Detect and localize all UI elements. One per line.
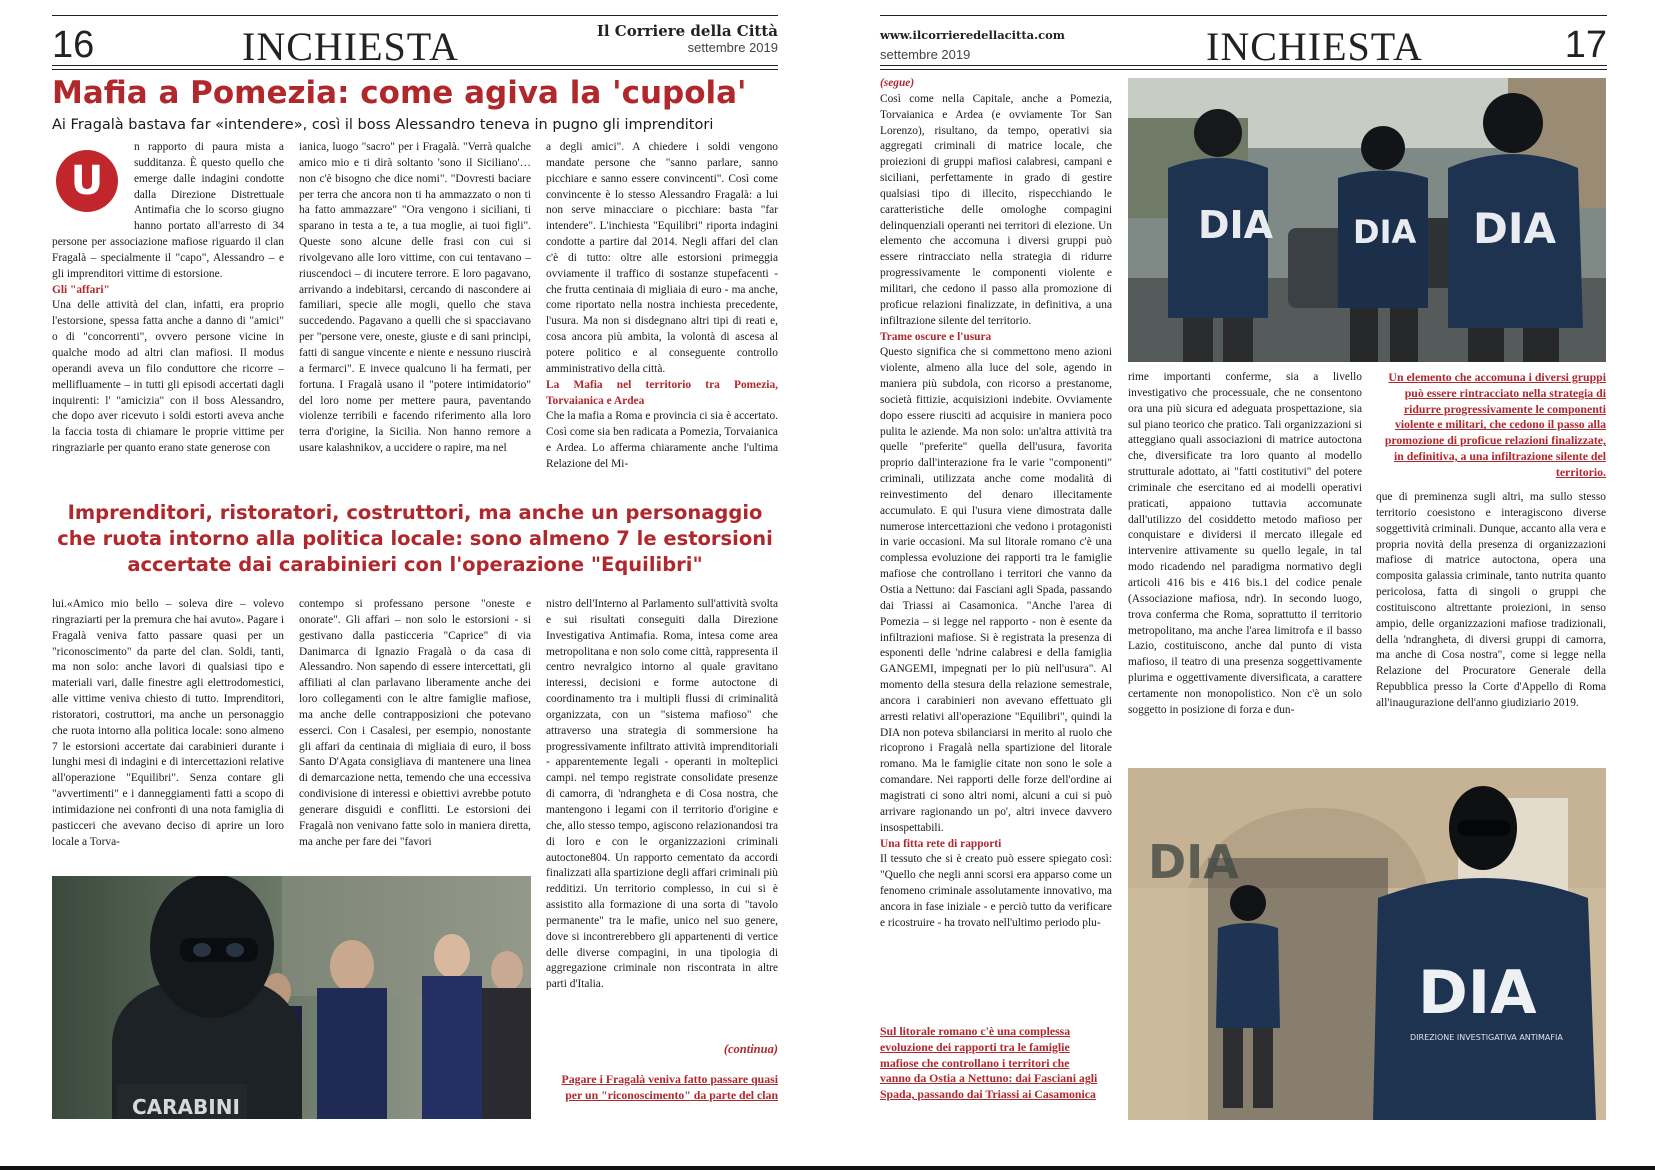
page-number: 16 [52,24,95,66]
issue-date: settembre 2019 [687,40,778,55]
column-2-text: ianica, luogo "sacro" per i Fragalà. "Verrà qualche amico mio e ti dirà soltanto 'sono il Siciliano'… non c'è bisogno che dice nomi". "Dovresti baciare per terra che ancora non ti ha ammazzato o non ti ha fatto ammazzare" "Ora vengono i siciliani, ti sparano in testa a te, a tua moglie, ai tuoi figli". Queste sono alcune delle frasi con cui si rivolgevano alle loro vittime, con cui tentavano – riuscendoci – di incutere terrore. E loro pagavano, arrivando a indebitarsi, cercando di nascondere ai familiari, specie alle mogli, quello che stava succedendo. Pagavano a quelli che si spacciavano per "persone vere, oneste, giuste e di sani principi, fatti di sangue vincente e niente e nessuno riuscirà a fermarci". E invece qualcuno li ha fermati, per fortuna. I Fragalà usano il "potere intimidatorio" del loro nome per mettere paura, paventando violenze terribili e facendo riferimento alla loro terra d'origine, la Sicilia. Non hanno remore a usare kalashnikov, a uccidere o rapire, ma nel [299,141,531,455]
vest-lettering: CARABINI [132,1095,240,1119]
right-column-2-text: rime importanti conferme, sia a livello investigativo che processuale, che ne consentono ora una più sicura ed adeguata prospettazione, sia sul piano teorico che pratico. Tali organizzazioni si atteggiano quali associazioni di matrice autoctona che, diversificate tra loro quanto al modello strutturale adottato, ai "fatti costitutivi" del potere criminale che esercitano ed ai modelli operativi praticati, appaiono tuttavia accomunate dall'utilizzo del cosiddetto metodo mafioso per conquistare e dividersi il mercato illegale ed intervenire attivamente su quello legale, in tal modo ricadendo nel paradigma normativo degli articoli 416 bis e 416 bis.1 del codice penale (Associazione mafiosa, ndr). In secondo luogo, trova conferma che Roma, soprattutto il territorio metropolitano, ma anche l'area limitrofa e il basso Lazio, costituiscono, anche dal punto di vista mafioso, il teatro di una presenza soggettivamente plurima e oggettivamente diversificata, a carattere certamente non monopolistico. Non c'è un solo soggetto in posizione di forza e dun- [1128,371,1362,716]
subheading-usura: Trame oscure e l'usura [880,330,992,343]
column-2 [299,140,531,457]
section-title: INCHIESTA [242,24,459,69]
section-title-right: INCHIESTA [1206,24,1423,69]
top-rule-right [880,15,1607,16]
column-4 [52,597,284,851]
column-5 [299,597,531,851]
right-column-3-text: que di preminenza sugli altri, ma sullo stesso territorio coesistono e interagiscono diverse soggettività criminali. Dunque, accanto alla vera e propria novità della presenza di organizzazioni mafiose di matrice autoctona, opera una composita galassia criminale, tanto nutrita quanto pericolosa, fatta di singoli o gruppi che costituiscono altrettante proiezioni, in senso ampio, delle organizzazioni mafiose tradizionali, della 'ndrangheta, di diversi gruppi di camorra, ma anche di Cosa nostra", come si legge nella Relazione del Procuratore Generale della Repubblica presso la Corte d'Appello di Roma all'inaugurazione dell'anno giudiziario 2019. [1376,491,1606,709]
continua-note: (continua) [723,1042,778,1056]
photo-masked-officer [52,876,531,1119]
right-column-2 [1128,370,1362,719]
dia-wall-sign: DIA [1148,835,1239,889]
pull-quote: Pagare i Fragalà veniva fatto passare quasi per un "riconoscimento" da parte del clan [561,1072,778,1102]
right-column-1-text: Così come nella Capitale, anche a Pomezia, Torvaianica e Ardea (e ovviamente Tor San Lorenzo), risultano, da tempo, operativi sia aggregati criminali di matrice locale, che proiezioni di gruppi mafiosi calabresi, campani e siciliani, perfettamente in grado di gestire qualsiasi tipo di illecito, rispecchiando le caratteristiche delle omologhe compagini delinquenziali operanti nei territori di elezione. Un elemento che accomuna i diversi gruppi può essere rintracciato nella strategia di ridurre progressivamente le componenti violente e militari, che cedono il passo alla promozione di proficue relazioni finalizzate, in definitiva, a una infiltrazione silente del territorio. [880,92,1112,327]
dia-logo-3: DIA [1473,204,1556,253]
dia-logo-vest: DIA [1418,958,1537,1028]
dia-logo-2: DIA [1353,213,1417,251]
right-column-3 [1376,490,1606,712]
website-url: www.ilcorrieredellacitta.com [880,28,1065,42]
highlight-quote: Imprenditori, ristoratori, costruttori, ma anche un personaggio che ruota intorno alla politica locale: sono almeno 7 le estorsioni accertate dai carabinieri con l'operazione "Equilibri" [57,501,773,576]
column-6 [546,597,778,993]
column-1 [52,140,284,457]
subheading-rete: Una fitta rete di rapporti [880,837,1002,850]
page-number-right: 17 [1564,24,1607,66]
header-rule [52,65,778,66]
photo-dia-agents-front [1128,768,1606,1120]
column-3 [546,140,778,473]
column-3-text-2: Che la mafia a Roma e provincia ci sia è accertato. Così come sia ben radicata a Pomezia, Torvaianica e Ardea. Lo afferma chiaramente anche l'ultima Relazione del Mi- [546,410,778,470]
header-rule-right-2 [880,69,1607,70]
pull-quote-litorale: Sul litorale romano c'è una complessa evoluzione dei rapporti tra le famiglie mafiose che controllano i territori che vanno da Ostia a Nettuno: dai Fasciani agli Spada, passando dai Triassi ai Casamonica [880,1024,1098,1102]
right-column-1-text-3: Il tessuto che si è creato può essere spiegato così: "Quello che negli anni scorsi era apparso come un fenomeno criminale assolutamente innovativo, ma ancora in fase iniziale - e perciò tutto da verificare e ricostruire - ha trovato nell'ultimo periodo plu- [880,853,1112,929]
column-1-text: n rapporto di paura mista a sudditanza. È questo quello che emerge dalle indagini condotte dalla Direzione Distrettuale Antimafia che lo scorso giugno hanno portato all'arresto di 34 persone per associazione mafiose riguardo il clan Fragalà – specialmente il "capo", Alessandro – e gli imprenditori vittime di estorsione. [52,141,284,280]
dia-logo-1: DIA [1198,203,1274,247]
drop-cap: U [56,150,118,212]
column-5-text: contempo si professano persone "oneste e onorate". Gli affari – non solo le estorsioni - si gestivano dalla pasticceria "Caprice" di via Danimarca di Ignazio Fragalà o da casa di Alessandro. Non sapendo di essere intercettati, gli affiliati al clan parlavano liberamente anche dei loro collegamenti con le altre famiglie mafiose, ma anche delle contrapposizioni che potevano esserci. Con i Casalesi, per esempio, nonostante gli affari da centinaia di migliaia di euro, il boss Santo D'Agata consigliava di mantenere una linea di demarcazione netta, temendo che una eccessiva condivisione di interessi e obiettivi avrebbe potuto generare disguidi e conflitti. Le estorsioni dei Fragalà non venivano fatte solo in maniera diretta, ma anche per fare dei "favori [299,598,531,848]
vest-caption: DIREZIONE INVESTIGATIVA ANTIMAFIA [1410,1033,1563,1042]
right-column-1 [880,76,1112,932]
top-rule [52,15,778,16]
column-4-text: lui.«Amico mio bello – soleva dire – volevo ringraziarti per la premura che hai avuto». Pagare i Fragalà veniva fatto passare quasi per un "riconoscimento" da parte del clan. Soldi, tanti, ma non solo: anche lavori di qualsiasi tipo e materiali vari, dalle finestre agli elettrodomestici, alle vittime veniva chiesto di tutto. Imprenditori, ristoratori, costruttori, ma anche un personaggio che ruota intorno alla politica locale: sono almeno 7 le estorsioni accertate dai carabinieri durante i lunghi mesi di indagini e di intercettazioni relative all'operazione "Equilibri". Senza contare gli "avvertimenti" e i danneggiamenti fatti a scopo di intimidazione nei confronti di una nota famiglia di pasticceri che avevano deciso di aprire un loro locale a Torva- [52,598,284,848]
header-rule-right [880,65,1607,66]
article-headline: Mafia a Pomezia: come agiva la 'cupola' [52,75,747,111]
subheading-territorio: La Mafia nel territorio tra Pomezia, Torvaianica e Ardea [546,378,778,407]
footer-rule [0,1166,1655,1170]
segue-note: (segue) [880,77,915,89]
subheading-affari: Gli "affari" [52,283,110,296]
column-6-text: nistro dell'Interno al Parlamento sull'attività svolta e sui risultati conseguiti dalla Direzione Investigativa Antimafia. Roma, intesa come area metropolitana e non solo come città, rappresenta il centro nevralgico intorno al quale gravitano interessi, decisioni e forme autoctone di coordinamento tra i multipli flussi di criminalità organizzata, con un "sistema mafioso" che attraverso una strategia di sommersione ha progressivamente infiltrato attività imprenditoriali - apparentemente legali - operanti in molteplici campi. nel tempo registrate consolidate presenze di camorra, di 'ndrangheta e di Cosa nostra, che mantengono i legami con il territorio d'origine e che, allo stesso tempo, agiscono relazionandosi tra di loro e con le organizzazioni criminali autoctone804. Un rapporto cementato da accordi finalizzati alla spartizione degli affari criminali più redditizi. Un territorio complesso, in cui si è assistito alla formazione di una sorta di "tavolo permanente" tra le mafie, unico nel suo genere, dove si incontrerebbero gli appartenenti di vertice delle diverse compagini, in una tipologia di aggregazione criminale non riscontrata in altre parti d'Italia. [546,598,778,991]
photo-dia-agents-back [1128,78,1606,362]
right-column-1-text-2: Questo significa che si commettono meno azioni violente, almeno alla luce del sole, agendo in maniera più subdola, con ricorso a prestanome, società fittizie, acquisizioni indebite. Ovviamente dopo essere riusciti ad acquisire in maniera poco pulita le aziende. Ma non solo: un'altra attività tra quelle "preferite" quella dell'usura, favorita proprio dall'interazione fra le varie "componenti" criminali, utilizzata anche come modalità di reinvestimento del denaro illecitamente accumulato. E qui l'usura viene dimostrata dalle numerose intercettazioni che vedono i protagonisti in varie occasioni. Ma sul litorale romano c'è una complessa evoluzione dei rapporti tra le famiglie mafiose che controllano i territori che vanno da Ostia a Nettuno: dai Fasciani agli Spada, passando dai Triassi ai Casamonica. "Anche l'area di Pomezia – si legge nel rapporto - non è esente da infiltrazioni mafiose. Si è registrata la presenza di esponenti delle 'ndrine calabresi e della famiglia GANGEMI, impegnati per lo più nell'usura". Al momento della stesura della relazione semestrale, ancora i carabinieri non avevano effettuato gli arresti relativi all'operazione "Equilibri", quindi la DIA non poteva sbilanciarsi in merito al ruolo che ricoprono i Fragalà nella spartizione del litorale romano. Ma le famiglie citate non sono le sole a comandare. Nei rapporti delle forze dell'ordine ai magistrati ci sono altri nomi, alcuni a cui si può arrivare ragionando un po', altri invece davvero insospettabili. [880,346,1112,834]
header-rule-2 [52,69,778,70]
masthead: Il Corriere della Città [596,22,778,40]
column-3-text: a degli amici". A chiedere i soldi vengono mandate persone che "sanno parlare, sanno picchiare e sanno essere convincenti". Così come convincente è lo stesso Alessandro Fragalà: a lui non serve minacciare o picchiare: basta "far intendere". L'inchiesta "Equilibri" riporta indagini condotte a partire dal 2014. Negli affari del clan c'è di tutto: oltre alle estorsioni primeggia ovviamente il traffico di sostanze stupefacenti - che frutta centinaia di migliaia di euro - ma anche, come riportato nella nostra inchiesta precedente, l'usura. Ma non si disdegnano altri tipi di reati e, cosa ancora più ambita, la volontà di ascesa al potere politico e al conseguente controllo amministrativo della città. [546,141,778,375]
standfirst: Ai Fragalà bastava far «intendere», così il boss Alessandro teneva in pugno gli imprenditori [52,117,714,133]
right-page [828,0,1655,1170]
pull-quote-elemento: Un elemento che accomuna i diversi gruppi può essere rintracciato nella strategia di ridurre progressivamente le componenti violente e militari, che cedono il passo alla promozione di proficue relazioni finalizzate, in definitiva, a una infiltrazione silente del territorio. [1384,370,1606,479]
column-1-text-2: Una delle attività del clan, infatti, era proprio l'estorsione, spessa fatta anche a danno di "amici" o di "concorrenti", ovvero persone vicine in qualche modo ad altri clan mafiosi. Il modus operandi aveva un filo conduttore che ricorre – mellifluamente – in tutti gli episodi accertati dagli inquirenti: l' "amicizia" con il boss Alessandro, che dopo aver ricevuto i soldi estorti aveva anche la faccia tosta di chiamare le proprie vittime per ringraziarle per quanto erano state generose con [52,299,284,455]
issue-date-right: settembre 2019 [880,47,971,62]
